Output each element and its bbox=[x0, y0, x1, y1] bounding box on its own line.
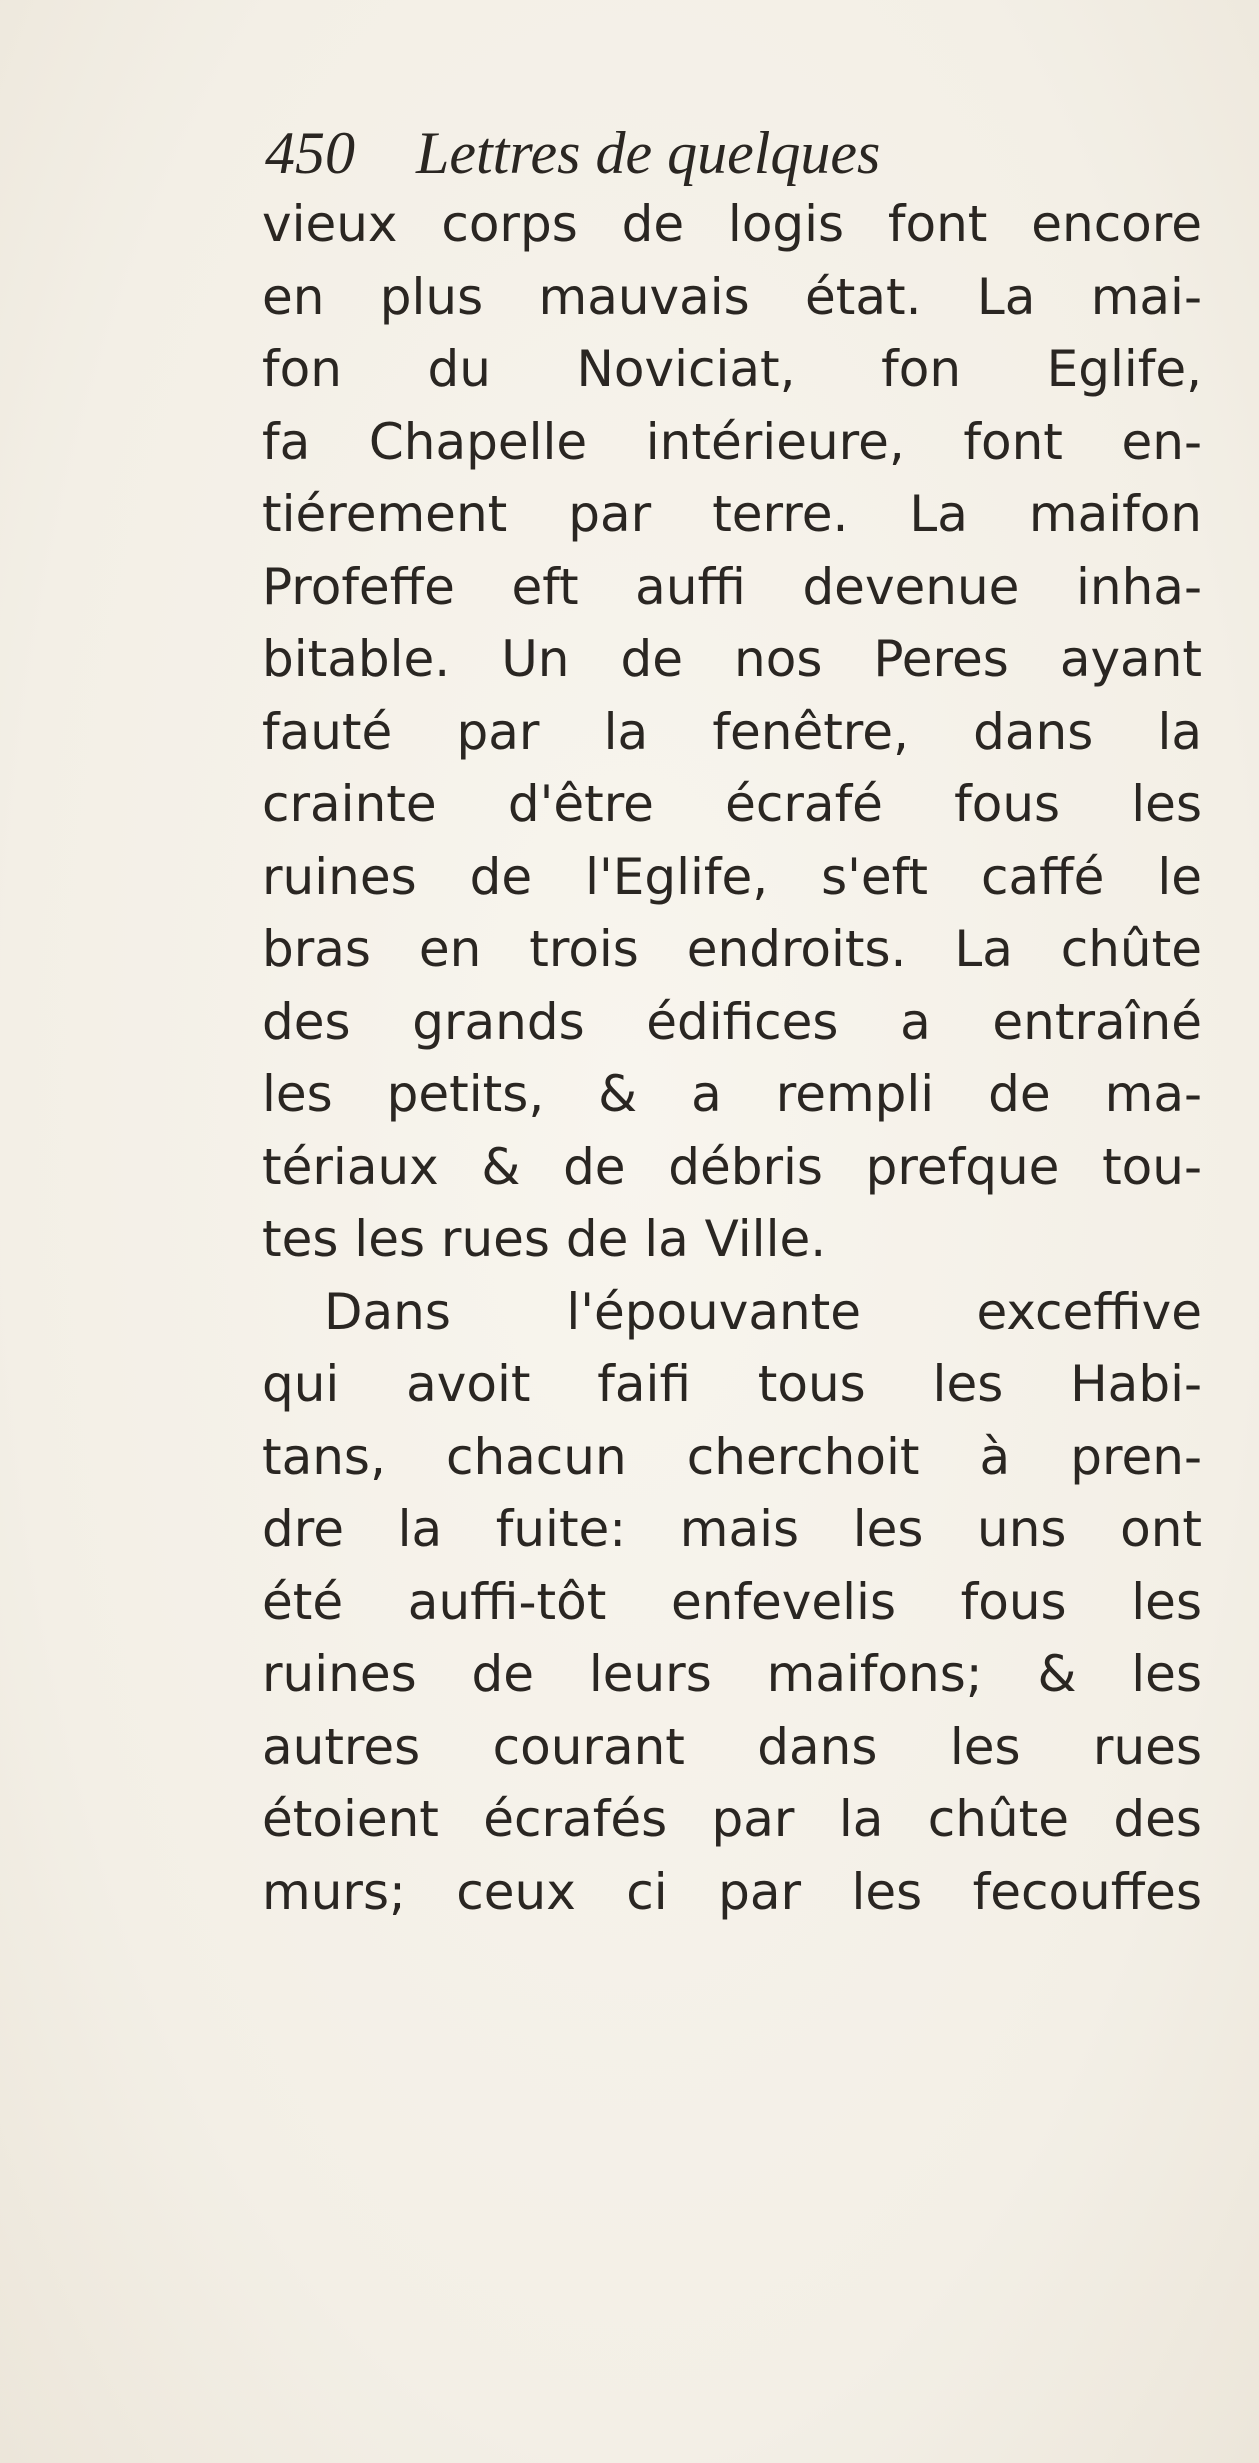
text-line: tiérement par terre. La maifon bbox=[262, 485, 1202, 543]
text-line: bras en trois endroits. La chûte bbox=[262, 920, 1202, 978]
text-line: murs; ceux ci par les fecouffes bbox=[262, 1862, 1202, 1921]
text-line: tériaux & de débris prefque tou- bbox=[262, 1137, 1202, 1196]
text-line: en plus mauvais état. La mai- bbox=[262, 267, 1202, 326]
text-line: fon du Noviciat, fon Eglife, bbox=[262, 340, 1202, 398]
text-line: tes les rues de la Ville. bbox=[262, 1210, 827, 1268]
running-title: Lettres de quelques bbox=[416, 120, 881, 186]
text-line: crainte d'être écrafé fous les bbox=[262, 775, 1202, 833]
text-line: dre la fuite: mais les uns ont bbox=[262, 1500, 1202, 1558]
text-line: Profeffe eft auffi devenue inha- bbox=[262, 557, 1202, 616]
text-line: autres courant dans les rues bbox=[262, 1717, 1202, 1776]
text-line: ruines de l'Eglife, s'eft caffé le bbox=[262, 847, 1202, 906]
text-line: bitable. Un de nos Peres ayant bbox=[262, 630, 1202, 688]
paragraph-start-line: Dans l'épouvante exceffive bbox=[324, 1282, 1202, 1341]
text-line: tans, chacun cherchoit à pren- bbox=[262, 1427, 1202, 1486]
text-line: vieux corps de logis font encore bbox=[262, 195, 1202, 253]
text-line: ruines de leurs maifons; & les bbox=[262, 1645, 1202, 1703]
text-line: des grands édifices a entraîné bbox=[262, 992, 1202, 1051]
text-line: qui avoit faifi tous les Habi- bbox=[262, 1355, 1202, 1413]
page-header bbox=[265, 118, 880, 188]
body-text bbox=[262, 188, 1202, 1928]
text-line: étoient écrafés par la chûte des bbox=[262, 1790, 1202, 1848]
text-line: été auffi-tôt enfevelis fous les bbox=[262, 1572, 1202, 1631]
text-line: fauté par la fenêtre, dans la bbox=[262, 702, 1202, 761]
page-number: 450 bbox=[265, 120, 355, 186]
text-line: fa Chapelle intérieure, font en- bbox=[262, 412, 1202, 471]
text-line: les petits, & a rempli de ma- bbox=[262, 1065, 1202, 1123]
